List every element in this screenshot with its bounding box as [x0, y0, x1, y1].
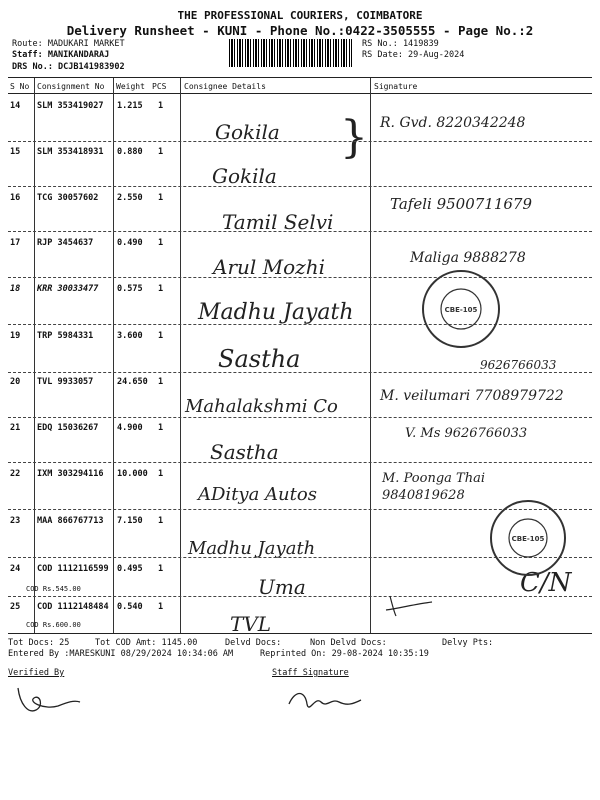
row-consignment-no: TVL 9933057: [37, 377, 94, 387]
table-bottom-border: [8, 633, 592, 634]
row-sno: 24: [10, 564, 21, 574]
seal-code: CBE-105: [511, 535, 545, 543]
row-signature: R. Gvd. 8220342248: [380, 115, 526, 131]
row-pcs: 1: [158, 238, 164, 248]
row-consignment-no: IXM 303294116: [37, 469, 104, 479]
row-weight: 4.900: [117, 423, 143, 433]
row-signature: Maliga 9888278: [410, 250, 526, 266]
runsheet-title: Delivery Runsheet - KUNI - Phone No.:0422-3505555 - Page No.:2: [66, 23, 534, 38]
row-divider: [8, 231, 592, 232]
row-divider: [8, 417, 592, 418]
reprinted-on: Reprinted On: 29-08-2024 10:35:19: [260, 649, 429, 659]
row-consignment-no: TCG 30057602: [37, 193, 99, 203]
row-weight: 7.150: [117, 516, 143, 526]
row-pcs: 1: [158, 423, 164, 433]
row-divider: [8, 324, 592, 325]
row-pcs: 1: [158, 377, 164, 387]
row-pcs: 1: [158, 564, 164, 574]
row-consignment-no: TRP 5984331: [37, 331, 94, 341]
row-sno: 25: [10, 602, 21, 612]
col-divider: [113, 78, 114, 634]
row-weight: 0.490: [117, 238, 143, 248]
row-sno: 15: [10, 147, 21, 157]
seal-code: CBE-105: [444, 306, 478, 314]
row-divider: [8, 372, 592, 373]
col-header-signature: Signature: [374, 82, 418, 91]
row-pcs: 1: [158, 193, 164, 203]
staff-label: Staff: MANIKANDARAJ: [12, 50, 110, 60]
row-consignment-no: SLM 353419027: [37, 101, 104, 111]
row-consignment-no: COD 1112116599: [37, 564, 109, 574]
row-divider: [8, 596, 592, 597]
row-divider: [8, 186, 592, 187]
delivery-points: Delvy Pts:: [442, 638, 494, 648]
row-consignment-no: SLM 353418931: [37, 147, 104, 157]
table-top-border: [8, 77, 592, 78]
row-weight: 0.575: [117, 284, 143, 294]
total-cod-amount: Tot COD Amt: 1145.00: [95, 638, 198, 648]
row-divider: [8, 462, 592, 463]
row-consignee: Madhu Jayath: [188, 538, 316, 559]
route-label: Route: MADUKARI MARKET: [12, 39, 125, 49]
row-consignment-no: RJP 3454637: [37, 238, 94, 248]
row-weight: 0.495: [117, 564, 143, 574]
company-seal-stamp: [488, 498, 568, 578]
company-name: THE PROFESSIONAL COURIERS, COIMBATORE: [177, 9, 423, 22]
table-header-border: [8, 93, 592, 94]
row-sno: 19: [10, 331, 21, 341]
col-header-pcs: PCS: [152, 82, 167, 91]
signature-scribble-25: [380, 590, 440, 620]
row-consignment-no: EDQ 15036267: [37, 423, 99, 433]
col-header-sno: S No: [10, 82, 30, 91]
entered-by: Entered By :MARESKUNI 08/29/2024 10:34:06 AM: [8, 649, 234, 659]
company-seal-stamp: [420, 268, 502, 350]
row-sno: 21: [10, 423, 21, 433]
barcode: [229, 39, 352, 67]
row-consignee: Madhu Jayath: [198, 300, 354, 325]
row-consignee: Sastha: [210, 440, 279, 464]
row-sno: 17: [10, 238, 21, 248]
row-sno: 23: [10, 516, 21, 526]
total-docs: Tot Docs: 25: [8, 638, 70, 648]
delivered-docs: Delvd Docs:: [225, 638, 282, 648]
row-cod-amount: COD Rs.545.00: [26, 585, 81, 593]
non-delivered-docs: Non Delvd Docs:: [310, 638, 387, 648]
row-divider: [8, 277, 592, 278]
row-sno: 18: [10, 284, 21, 294]
row-divider: [8, 141, 592, 142]
row-pcs: 1: [158, 284, 164, 294]
row-weight: 24.650: [117, 377, 148, 387]
row-cod-amount: COD Rs.600.00: [26, 621, 81, 629]
verified-by-label: Verified By: [8, 668, 65, 678]
row-consignee: Uma: [258, 575, 306, 599]
row-weight: 2.550: [117, 193, 143, 203]
rs-date: RS Date: 29-Aug-2024: [362, 50, 465, 60]
row-consignee: ADitya Autos: [198, 484, 317, 505]
col-divider: [370, 78, 371, 634]
row-consignee: Sastha: [218, 345, 301, 373]
row-consignee: Tamil Selvi: [222, 210, 334, 234]
row-weight: 0.540: [117, 602, 143, 612]
row-consignment-no: MAA 866767713: [37, 516, 104, 526]
row-sno: 22: [10, 469, 21, 479]
verifier-signature: [14, 680, 84, 720]
row-signature: M. veilumari 7708979722: [380, 388, 564, 404]
row-signature: Tafeli 9500711679: [390, 195, 533, 213]
row-consignee: Arul Mozhi: [213, 255, 325, 279]
row-sno: 20: [10, 377, 21, 387]
row-pcs: 1: [158, 602, 164, 612]
row-signature: M. Poonga Thai 9840819628: [382, 471, 485, 503]
col-header-consignment: Consignment No: [37, 82, 105, 91]
row-weight: 3.600: [117, 331, 143, 341]
brace-mark: }: [340, 112, 368, 163]
staff-signature: [285, 684, 365, 720]
col-divider: [34, 78, 35, 634]
row-pcs: 1: [158, 469, 164, 479]
col-divider: [180, 78, 181, 634]
col-header-consignee: Consignee Details: [184, 82, 266, 91]
staff-signature-label: Staff Signature: [272, 668, 349, 678]
row-sno: 16: [10, 193, 21, 203]
row-weight: 1.215: [117, 101, 143, 111]
row-consignee: Mahalakshmi Co: [185, 396, 338, 417]
row-weight: 0.880: [117, 147, 143, 157]
row-pcs: 1: [158, 516, 164, 526]
row-weight: 10.000: [117, 469, 148, 479]
row-pcs: 1: [158, 331, 164, 341]
row-consignment-no: KRR 30033477: [37, 284, 99, 294]
row-signature: V. Ms 9626766033: [405, 426, 528, 441]
col-header-weight: Weight: [116, 82, 145, 91]
drs-label: DRS No.: DCJB141983902: [12, 62, 125, 72]
row-consignee: Gokila: [215, 120, 280, 144]
row-consignee: Gokila: [212, 164, 277, 188]
row-pcs: 1: [158, 101, 164, 111]
row-sno: 14: [10, 101, 21, 111]
row-consignee: TVL: [230, 612, 272, 636]
row-signature: 9626766033: [480, 358, 557, 372]
rs-no: RS No.: 1419839: [362, 39, 439, 49]
row-pcs: 1: [158, 147, 164, 157]
row-signature: C/N: [520, 568, 572, 598]
row-consignment-no: COD 1112148484: [37, 602, 109, 612]
